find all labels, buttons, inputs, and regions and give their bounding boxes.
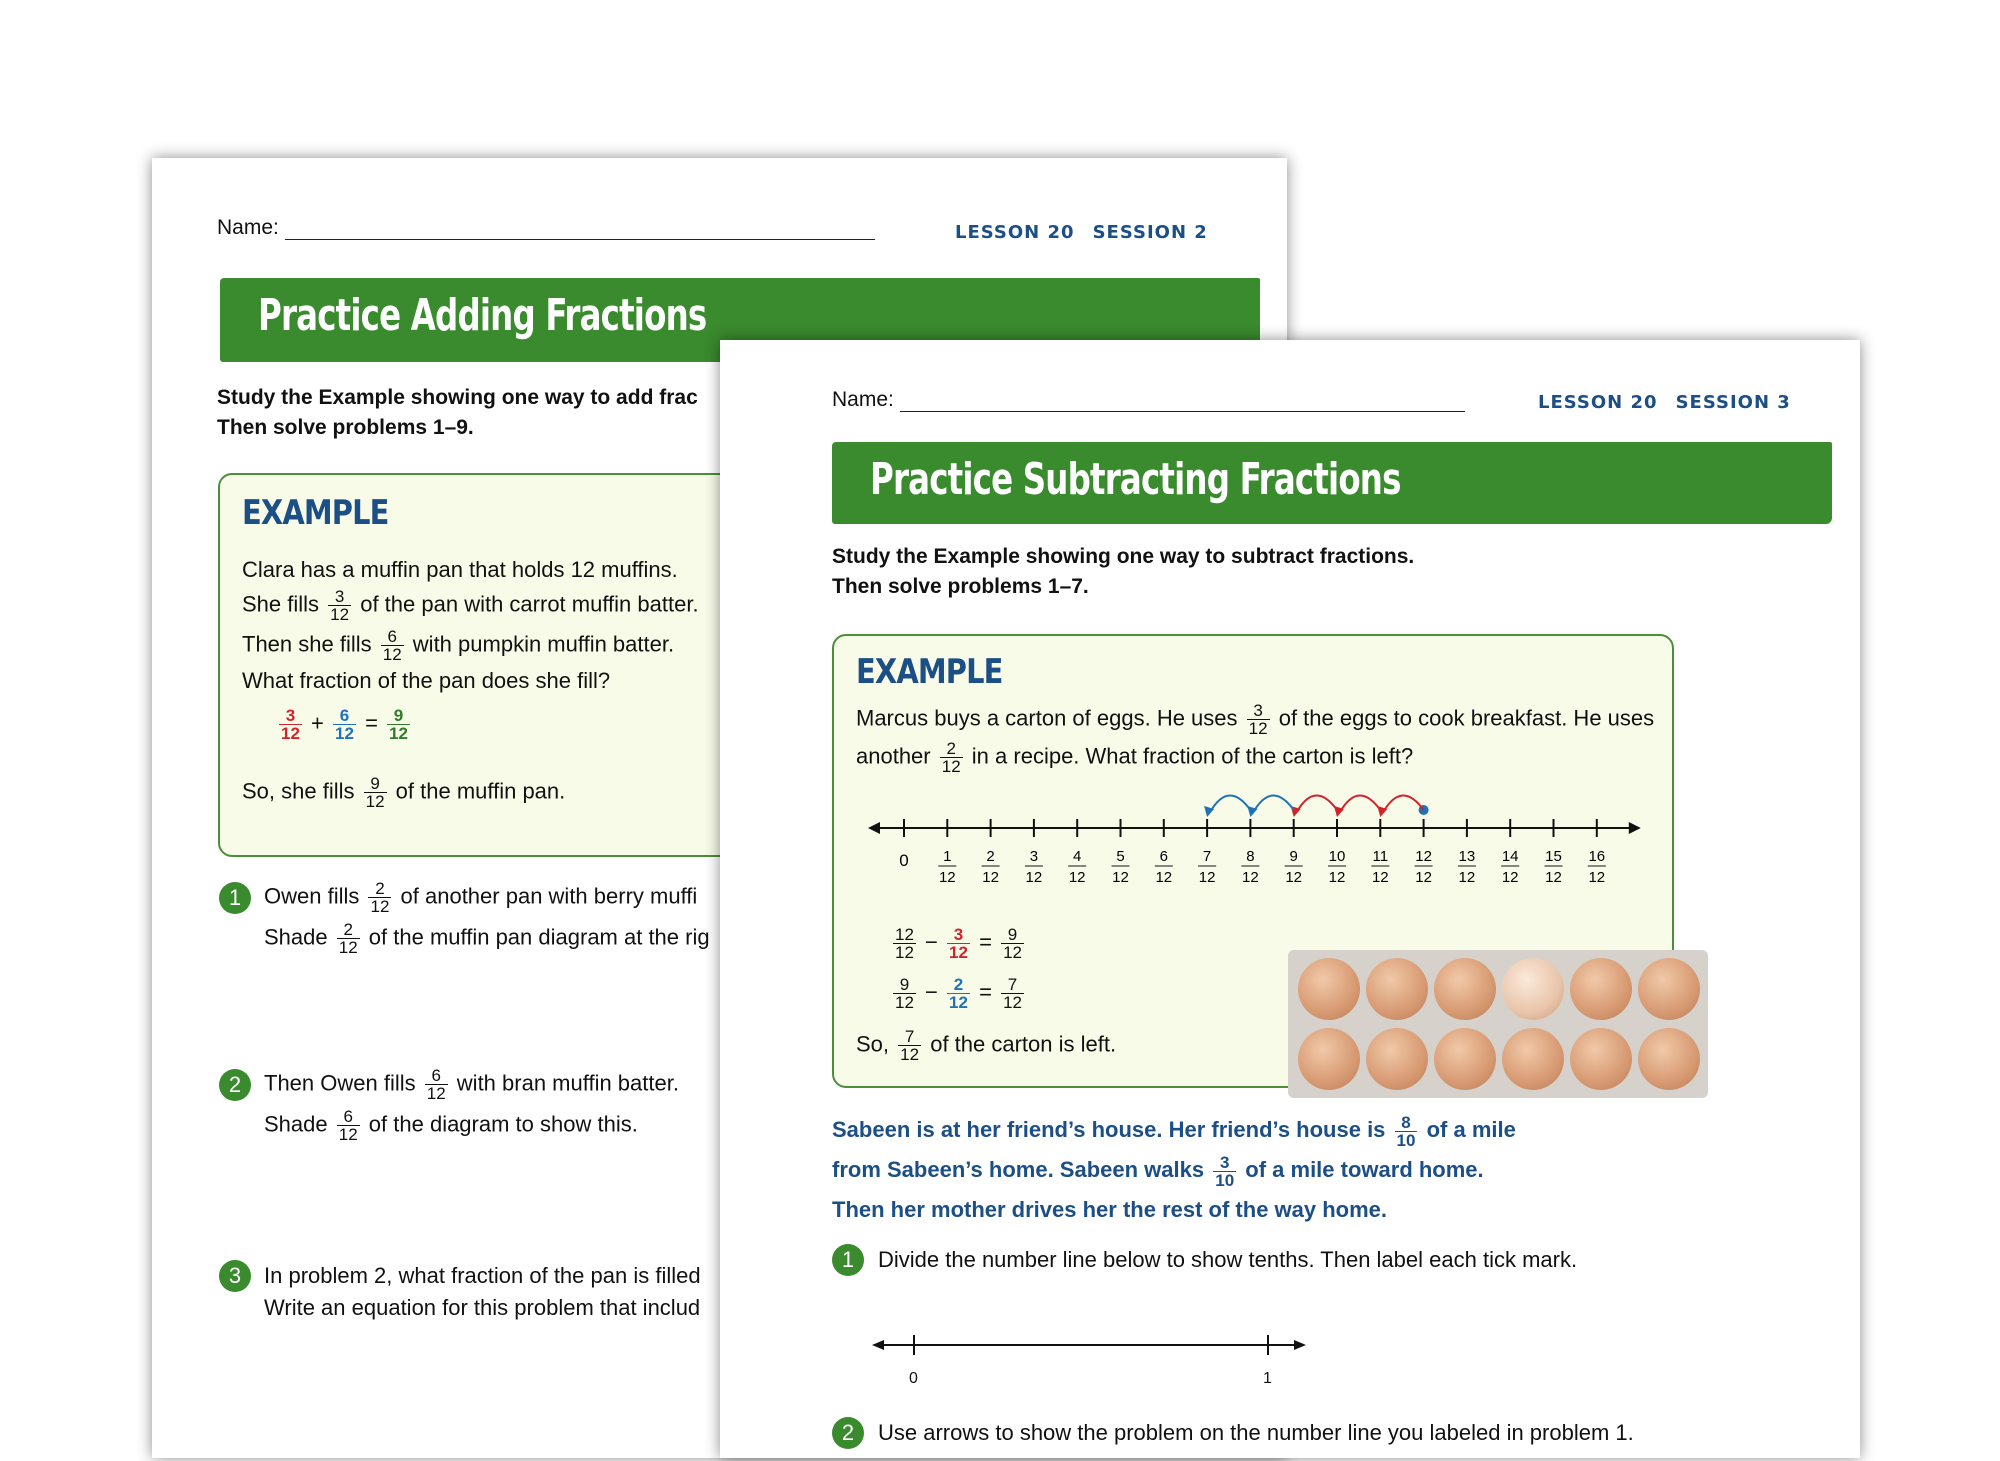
egg-carton-image [1288, 950, 1708, 1098]
example-line: So, $\frac{7}{12}$ of the carton is left. [856, 1027, 1117, 1064]
tick-label-numerator: 8 [1246, 848, 1255, 865]
example-heading: EXAMPLE [856, 652, 1003, 692]
tick-label-numerator: 14 [1501, 848, 1519, 865]
jump-arrow [1340, 795, 1380, 812]
example-equation: $\frac{9}{12}$ − $\frac{2}{12}$ = $\frac{7}{12}$ [895, 975, 1022, 1012]
jump-arrow [1297, 795, 1337, 812]
instruction-line: Study the Example showing one way to subtract fractions. [832, 545, 1415, 568]
instruction-line: Study the Example showing one way to add frac [217, 386, 698, 409]
instructions [217, 383, 698, 443]
number-line-label-start: 0 [909, 1370, 918, 1387]
arrow-right-icon [1629, 822, 1641, 834]
name-line[interactable] [900, 391, 1465, 412]
number-line-label-end: 1 [1263, 1370, 1272, 1387]
tick-label-denominator: 12 [1415, 869, 1432, 886]
jump-arrow [1210, 795, 1250, 812]
tick-label-denominator: 12 [1285, 869, 1303, 886]
tick-label-denominator: 12 [1328, 869, 1346, 886]
tick-label-numerator: 9 [1289, 848, 1298, 865]
tick-label-numerator: 16 [1588, 848, 1606, 865]
worksheet-session-3 [720, 340, 1860, 1458]
instructions [832, 542, 1414, 602]
tick-label-denominator: 12 [1068, 869, 1086, 886]
example-line: Clara has a muffin pan that holds 12 muffins. [242, 557, 678, 582]
tick-label-numerator: 15 [1545, 848, 1562, 865]
tick-label-numerator: 10 [1328, 848, 1346, 865]
tick-label-denominator: 12 [1112, 869, 1129, 886]
example-line: Then she fills $\frac{6}{12}$ with pumpkin muffin batter. [242, 627, 675, 664]
lesson-label: LESSON 20 [955, 222, 1075, 243]
tick-label-denominator: 12 [1242, 869, 1259, 886]
session-label: SESSION 3 [1675, 392, 1791, 413]
number-line-twelfths [834, 776, 1674, 916]
tick-label-denominator: 12 [1501, 869, 1519, 886]
tick-label-denominator: 12 [1198, 869, 1216, 886]
tick-label-numerator: 12 [1415, 848, 1432, 865]
tick-label-numerator: 3 [1029, 848, 1039, 865]
instruction-line: Then solve problems 1–9. [217, 416, 474, 439]
problem-3: In problem 2, what fraction of the pan is filled Write an equation for this problem that includ [264, 1263, 701, 1320]
jump-arrow [1253, 795, 1293, 812]
page-title: Practice Adding Fractions [258, 290, 707, 341]
tick-label-numerator: 2 [986, 848, 995, 865]
instruction-line: Then solve problems 1–7. [832, 575, 1089, 598]
example-line: She fills $\frac{3}{12}$ of the pan with carrot muffin batter. [242, 587, 699, 624]
tick-label-denominator: 12 [1025, 869, 1043, 886]
lesson-label: LESSON 20 [1538, 392, 1658, 413]
tick-label-numerator: 7 [1202, 848, 1212, 865]
problem-2: Use arrows to show the problem on the number line you labeled in problem 1. [878, 1420, 1634, 1445]
tick-label-numerator: 4 [1073, 848, 1082, 865]
tick-label-numerator: 5 [1116, 848, 1125, 865]
title-banner [832, 442, 1832, 524]
example-line: What fraction of the pan does she fill? [242, 668, 611, 693]
lesson-session-label [1538, 392, 1791, 413]
arrow-left-icon [868, 822, 880, 834]
tick-label-denominator: 12 [1545, 869, 1562, 886]
example-line: Marcus buys a carton of eggs. He uses $\frac{3}{12}$ of the eggs to cook breakfast. He uses [856, 701, 1655, 738]
fraction: $\frac{3}{12}$ [330, 587, 350, 624]
tick-label-denominator: 12 [1155, 869, 1173, 886]
tick-label-denominator: 12 [938, 869, 956, 886]
problem-1: Owen fills $\frac{2}{12}$ of another pan with berry muffi Shade $\frac{2}{12}$ of the muffin pan diagram at the rig [264, 879, 710, 957]
page-title: Practice Subtracting Fractions [870, 454, 1401, 505]
tick-label-denominator: 12 [982, 869, 999, 886]
problem-number-badge: 1 [219, 882, 251, 914]
jump-arrow [1383, 795, 1423, 812]
problem-number-badge: 3 [219, 1260, 251, 1292]
problem-number-badge: 1 [832, 1244, 864, 1276]
problem-number-badge: 2 [832, 1417, 864, 1449]
tick-label-numerator: 1 [943, 848, 952, 865]
blank-number-line[interactable] [870, 1325, 1310, 1365]
problem-1: Divide the number line below to show tenths. Then label each tick mark. [878, 1247, 1578, 1272]
name-label: Name: [832, 388, 894, 411]
example-line: another $\frac{2}{12}$ in a recipe. What fraction of the carton is left? [856, 739, 1414, 776]
session-label: SESSION 2 [1092, 222, 1208, 243]
tick-label: 0 [899, 851, 909, 870]
name-field [217, 216, 875, 240]
name-label: Name: [217, 216, 279, 239]
problem-number-badge: 2 [219, 1069, 251, 1101]
tick-label-numerator: 6 [1159, 848, 1168, 865]
tick-label-denominator: 12 [1458, 869, 1476, 886]
problem-2: Then Owen fills $\frac{6}{12}$ with bran muffin batter. Shade $\frac{6}{12}$ of the diagram to show this. [264, 1066, 679, 1144]
word-problem: Sabeen is at her friend’s house. Her friend’s house is $\frac{8}{10}$ of a mile from Sabeen’s home. Sabeen walks $\frac{3}{10}$ of a mile toward home. Then her mother drives her the rest of the way home. [832, 1112, 1516, 1222]
tick-label-denominator: 12 [1588, 869, 1606, 886]
fraction: $\frac{6}{12}$ [382, 627, 402, 664]
example-line: So, she fills $\frac{9}{12}$ of the muffin pan. [242, 774, 566, 811]
example-heading: EXAMPLE [242, 493, 389, 533]
tick-label-numerator: 13 [1458, 848, 1476, 865]
name-line[interactable] [285, 219, 875, 240]
tick-label-numerator: 11 [1372, 848, 1389, 865]
example-equation: $\frac{3}{12}$ + $\frac{6}{12}$ = $\frac{9}{12}$ [281, 706, 408, 743]
lesson-session-label [955, 222, 1208, 243]
example-equation: $\frac{12}{12}$ − $\frac{3}{12}$ = $\frac{9}{12}$ [895, 925, 1022, 962]
tick-label-denominator: 12 [1371, 869, 1389, 886]
name-field [832, 388, 1465, 412]
